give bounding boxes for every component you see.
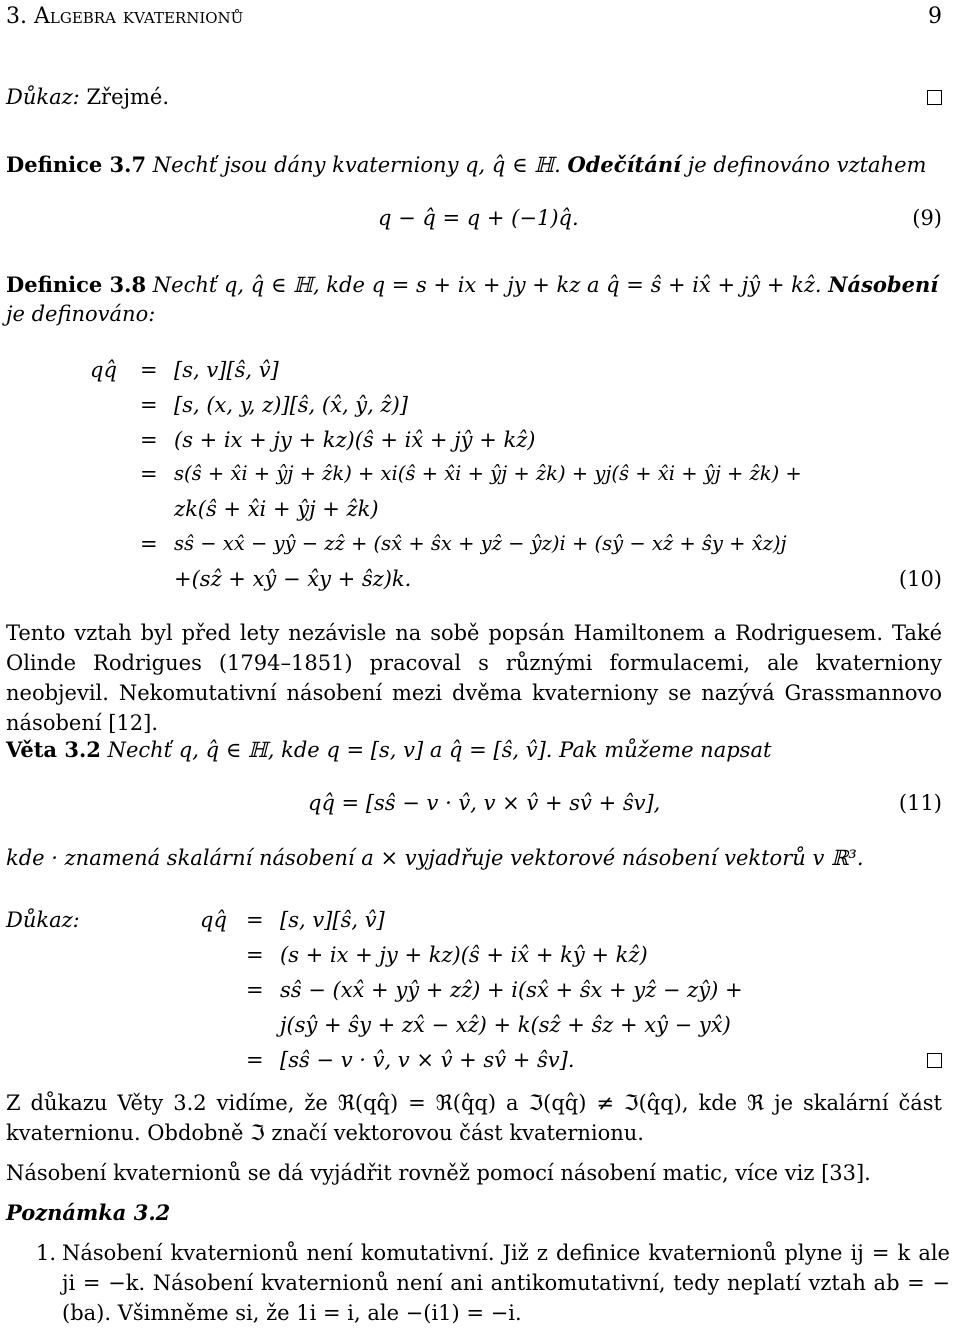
definition-term: Odečítání <box>567 152 682 177</box>
eq-rhs: (s + ix + jy + kz)(ŝ + ix̂ + kŷ + kẑ) <box>280 943 648 967</box>
running-header <box>6 2 942 32</box>
eq-rhs: +(sẑ + xŷ − x̂y + ŝz)k. <box>174 567 412 591</box>
eq10-line-3: = (s + ix + jy + kz)(ŝ + ix̂ + jŷ + kẑ) <box>6 425 942 455</box>
eq-rhs: s(ŝ + x̂i + ŷj + ẑk) + xi(ŝ + x̂i + ŷj + ẑk) + yj(ŝ + x̂i + ŷj + ẑk) + <box>174 462 802 485</box>
equation-number: (9) <box>912 206 942 230</box>
definition-3-8 <box>6 270 942 300</box>
definition-label: Definice 3.8 <box>6 272 147 297</box>
proof-label: Důkaz: <box>6 908 80 932</box>
definition-text-2: je definováno: <box>6 302 156 326</box>
definition-label: Definice 3.7 <box>6 152 147 177</box>
equation-body: q − q̂ = q + (−1)q̂. <box>378 206 579 230</box>
remark-label: Poznámka 3.2 <box>6 1200 171 1225</box>
definition-text-2: je definováno vztahem <box>687 153 927 177</box>
equation-number: (10) <box>898 567 942 591</box>
proof-2-line-5: = [sŝ − v · v̂, v × v̂ + sv̂ + ŝv]. <box>6 1045 942 1075</box>
paragraph-real-imag: Z důkazu Věty 3.2 vidíme, že ℜ(qq̂) = ℜ(q̂q) a ℑ(qq̂) ≠ ℑ(q̂q), kde ℜ je skalární část kvaternionu. Obdobně ℑ značí vektorovou část kvaternionu. <box>6 1091 942 1145</box>
eq-rhs: [s, v][ŝ, v̂] <box>280 908 385 932</box>
proof-2-line-3: = sŝ − (xx̂ + yŷ + zẑ) + i(sx̂ + ŝx + yẑ − zŷ) + <box>6 975 942 1005</box>
theorem-3-2 <box>6 735 942 765</box>
list-item <box>36 1238 950 1328</box>
eq-lhs: qq̂ <box>90 358 117 382</box>
theorem-label: Věta 3.2 <box>6 737 101 762</box>
definition-3-7 <box>6 150 942 180</box>
eq-rhs: zk(ŝ + x̂i + ŷj + ẑk) <box>174 497 379 521</box>
definition-text: Nechť jsou dány kvaterniony q, q̂ ∈ ℍ. <box>152 153 561 177</box>
list-number: 1. <box>36 1241 57 1265</box>
eq-rhs: sŝ − (xx̂ + yŷ + zẑ) + i(sx̂ + ŝx + yẑ − zŷ) + <box>280 978 743 1002</box>
proof-2-line-1: Důkaz: qq̂ = [s, v][ŝ, v̂] <box>6 905 942 935</box>
proof-1 <box>6 82 942 112</box>
equation-body: qq̂ = [sŝ − v · v̂, v × v̂ + sv̂ + ŝv], <box>308 791 661 815</box>
eq10-line-1: qq̂ = [s, v][ŝ, v̂] <box>6 355 942 385</box>
qed-square-icon <box>927 90 942 105</box>
paragraph-matrix: Násobení kvaternionů se dá vyjádřit rovněž pomocí násobení matic, více viz [33]. <box>6 1161 871 1185</box>
eq-rhs: j(sŷ + ŝy + zx̂ − xẑ) + k(sẑ + ŝz + xŷ − yx̂) <box>280 1013 731 1037</box>
proof-text: Zřejmé. <box>86 85 170 109</box>
definition-text: Nechť q, q̂ ∈ ℍ, kde q = s + ix + jy + kz a q̂ = ŝ + ix̂ + jŷ + kẑ. <box>152 273 822 297</box>
theorem-note-text: kde · znamená skalární násobení a × vyjadřuje vektorové násobení vektorů v ℝ³. <box>6 846 864 870</box>
eq10-line-5 <box>6 494 942 524</box>
proof-2-line-2: = (s + ix + jy + kz)(ŝ + ix̂ + kŷ + kẑ) <box>6 940 942 970</box>
theorem-note <box>6 843 942 873</box>
eq-rhs: (s + ix + jy + kz)(ŝ + ix̂ + jŷ + kẑ) <box>174 428 536 452</box>
page-number: 9 <box>928 4 942 29</box>
qed-square-icon <box>927 1053 942 1068</box>
list-text: Násobení kvaternionů není komutativní. Již z definice kvaternionů plyne ij = k ale ji = −k. Násobení kvaternionů není ani antikomutativní, tedy neplatí vztah ab = −(ba). Všimněme si, že 1i = i, ale −(i1) = −i. <box>62 1241 950 1325</box>
proof-2-line-4 <box>6 1010 942 1040</box>
eq-rhs: sŝ − xx̂ − yŷ − zẑ + (sx̂ + ŝx + yẑ − ŷz)i + (sŷ − xẑ + ŝy + x̂z)j <box>174 532 787 555</box>
proof-label: Důkaz: <box>6 85 80 109</box>
definition-term: Násobení <box>828 272 939 297</box>
eq-lhs: qq̂ <box>200 908 227 932</box>
chapter-title: 3. Algebra kvaternionů <box>6 4 244 29</box>
paragraph-hamilton: Tento vztah byl před lety nezávisle na sobě popsán Hamiltonem a Rodriguesem. Také Olinde Rodrigues (1794–1851) pracoval s různými formulacemi, ale kvaterniony neobjevil. Nekomutativní násobení mezi dvěma kvaterniony se nazývá Grassmannovo násobení [12]. <box>6 621 942 735</box>
eq-rhs: [sŝ − v · v̂, v × v̂ + sv̂ + ŝv]. <box>280 1048 575 1072</box>
equation-number: (11) <box>898 791 942 815</box>
eq10-line-2: = [s, (x, y, z)][ŝ, (x̂, ŷ, ẑ)] <box>6 390 942 420</box>
eq-rhs: [s, v][ŝ, v̂] <box>174 358 279 382</box>
eq10-line-7 <box>6 564 942 594</box>
eq-rhs: [s, (x, y, z)][ŝ, (x̂, ŷ, ẑ)] <box>174 393 408 417</box>
definition-3-8-cont <box>6 299 942 329</box>
eq10-line-6: = sŝ − xx̂ − yŷ − zẑ + (sx̂ + ŝx + yẑ − ŷz)i + (sŷ − xẑ + ŝy + x̂z)j <box>6 529 942 559</box>
theorem-text: Nechť q, q̂ ∈ ℍ, kde q = [s, v] a q̂ = [ŝ, v̂]. Pak můžeme napsat <box>107 738 772 762</box>
eq10-line-4: = s(ŝ + x̂i + ŷj + ẑk) + xi(ŝ + x̂i + ŷj + ẑk) + yj(ŝ + x̂i + ŷj + ẑk) + <box>6 459 942 489</box>
